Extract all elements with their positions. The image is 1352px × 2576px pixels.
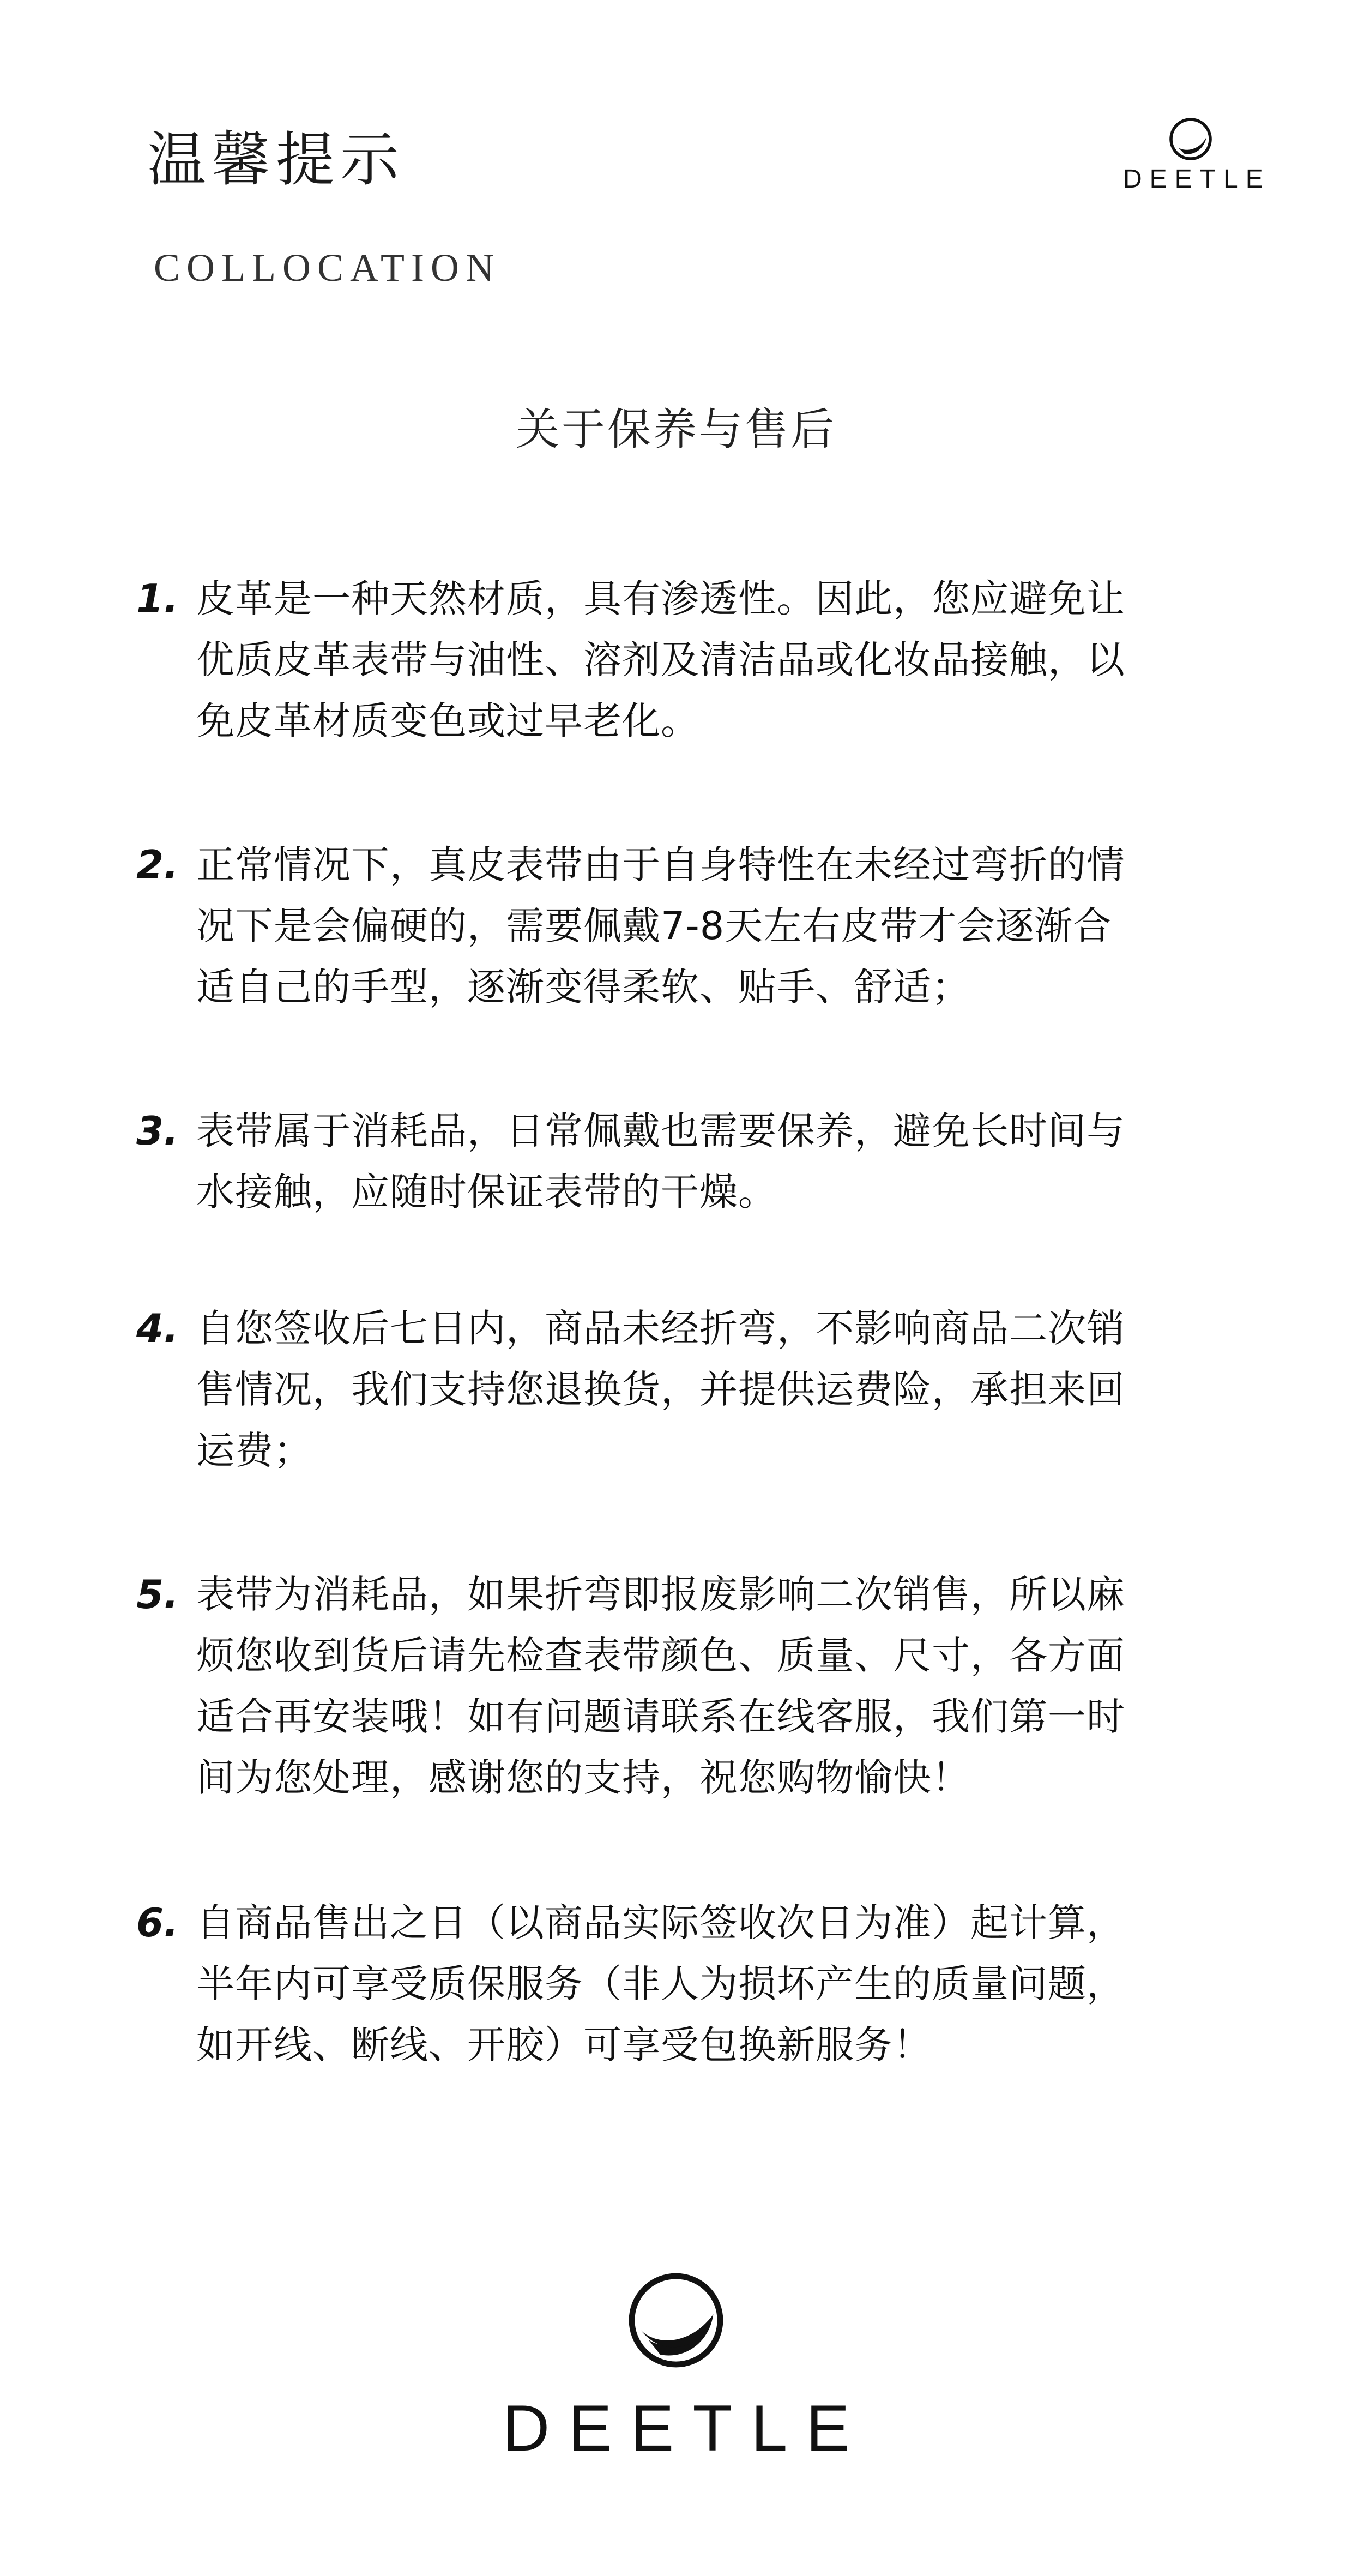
notice-text [196,568,1210,751]
brand-logo-large [0,2271,1352,2465]
notice-line: 适自己的手型，逐渐变得柔软、贴手、舒适； [196,965,970,1009]
notice-line: 优质皮革表带与油性、溶剂及清洁品或化妆品接触，以 [196,637,1125,682]
notice-line: 况下是会偏硬的，需要佩戴7-8天左右皮带才会逐渐合 [196,904,1112,948]
notice-number: 3. [136,1108,179,1154]
notice-text [196,1564,1210,1808]
notice-text [196,1892,1210,2075]
notice-line: 正常情况下，真皮表带由于自身特性在未经过弯折的情 [196,842,1125,887]
notice-line: 表带属于消耗品，日常佩戴也需要保养，避免长时间与 [196,1109,1125,1153]
moon-logo-icon [627,2271,725,2369]
notice-line: 间为您处理，感谢您的支持，祝您购物愉快！ [196,1755,970,1800]
page-title: 温馨提示 [147,126,405,194]
notice-number: 2. [136,842,179,888]
notice-line: 表带为消耗品，如果折弯即报废影响二次销售，所以麻 [196,1572,1125,1617]
notice-line: 自商品售出之日（以商品实际签收次日为准）起计算， [196,1900,1125,1945]
notice-line: 如开线、断线、开胶）可享受包换新服务！ [196,2023,932,2067]
notice-text [196,1298,1210,1481]
notice-number: 6. [136,1900,179,1946]
notice-line: 适合再安装哦！如有问题请联系在线客服，我们第一时 [196,1694,1125,1739]
notice-line: 烦您收到货后请先检查表带颜色、质量、尺寸，各方面 [196,1633,1125,1678]
notice-number: 4. [136,1305,179,1351]
brand-logo-small [1123,117,1271,199]
moon-logo-icon [1169,117,1212,161]
notice-text [196,1100,1210,1223]
notice-line: 皮革是一种天然材质，具有渗透性。因此，您应避免让 [196,576,1125,621]
page-subtitle: COLLOCATION [154,246,500,290]
notice-line: 半年内可享受质保服务（非人为损坏产生的质量问题， [196,1961,1125,2006]
notice-text [196,834,1210,1018]
notice-line: 运费； [196,1428,312,1473]
notice-number: 5. [136,1572,179,1617]
brand-wordmark-large: DEETLE [502,2392,868,2465]
section-title: 关于保养与售后 [516,404,836,455]
notice-line: 自您签收后七日内，商品未经折弯，不影响商品二次销 [196,1306,1125,1351]
notice-line: 水接触，应随时保证表带的干燥。 [196,1170,777,1214]
notice-line: 免皮革材质变色或过早老化。 [196,699,699,743]
notice-line: 售情况，我们支持您退换货，并提供运费险，承担来回 [196,1367,1125,1412]
notice-number: 1. [136,576,179,622]
brand-wordmark-small: DEETLE [1123,165,1271,194]
